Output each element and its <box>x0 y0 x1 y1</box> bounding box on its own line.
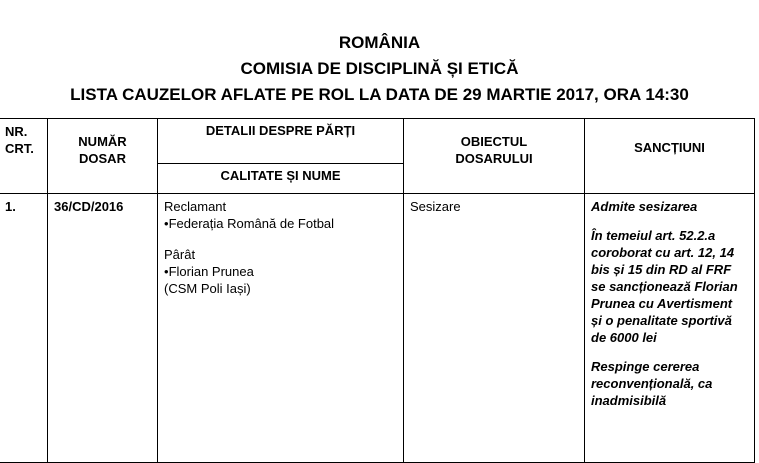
party2-role: Pârât <box>164 247 196 262</box>
party1-role: Reclamant <box>164 199 227 214</box>
sanction-text-line: se sancționează Florian <box>591 279 738 294</box>
row-obiect: Sesizare <box>404 194 585 463</box>
col-header-obiect-line1: OBIECTUL <box>460 134 528 149</box>
row-nr: 1. <box>0 194 48 463</box>
col-header-details: DETALII DESPRE PĂRȚI <box>158 119 404 164</box>
row-sanctiuni <box>585 194 755 463</box>
col-header-calitate: CALITATE ȘI NUME <box>158 163 404 193</box>
row-dosar: 36/CD/2016 <box>48 194 158 463</box>
party1-name: • Federația Română de Fotbal <box>164 215 397 232</box>
col-header-dosar-line1: NUMĂR <box>78 134 127 149</box>
cases-table <box>0 118 755 463</box>
sanction-reject-line: Respinge cererea <box>591 359 700 374</box>
heading-country: ROMÂNIA <box>338 33 421 52</box>
sanction-reject-line: inadmisibilă <box>591 393 667 408</box>
col-header-nr <box>0 119 48 194</box>
party2-club: (CSM Poli Iași) <box>164 281 251 296</box>
col-header-nr-line1: NR. <box>5 124 28 139</box>
col-header-sanctiuni: SANCȚIUNI <box>585 119 755 194</box>
sanction-text-line: În temeiul art. 52.2.a <box>591 228 716 243</box>
sanction-admit: Admite sesizarea <box>591 199 698 214</box>
table-row <box>0 194 755 463</box>
sanction-reject-line: reconvențională, ca <box>591 376 713 391</box>
row-parties <box>158 194 404 463</box>
col-header-dosar <box>48 119 158 194</box>
party2-name: • Florian Prunea <box>164 263 397 280</box>
heading-list-title: LISTA CAUZELOR AFLATE PE ROL LA DATA DE 29 MARTIE 2017, ORA 14:30 <box>70 85 689 104</box>
heading-commission: COMISIA DE DISCIPLINĂ ȘI ETICĂ <box>240 59 519 78</box>
col-header-obiect-line2: DOSARULUI <box>455 151 533 166</box>
sanction-text-line: coroborat cu art. 12, 14 <box>591 245 735 260</box>
col-header-nr-line2: CRT. <box>5 141 34 156</box>
header-row <box>0 119 755 164</box>
sanction-text-line: bis și 15 din RD al FRF <box>591 262 732 277</box>
sanction-text-line: de 6000 lei <box>591 330 657 345</box>
sanction-text-line: Prunea cu Avertisment <box>591 296 733 311</box>
sanction-text-line: și o penalitate sportivă <box>591 313 732 328</box>
col-header-dosar-line2: DOSAR <box>79 151 126 166</box>
col-header-obiect <box>404 119 585 194</box>
